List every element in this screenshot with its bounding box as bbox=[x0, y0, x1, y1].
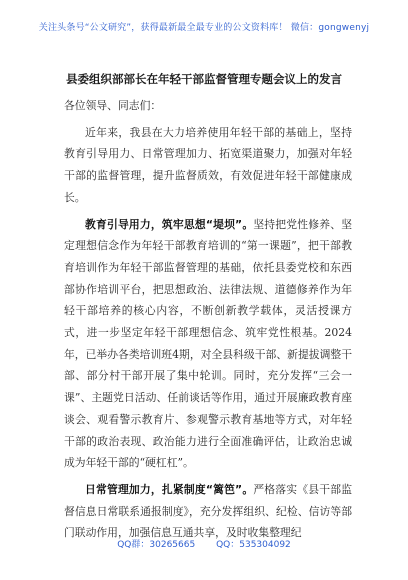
salutation: 各位领导、同志们： bbox=[64, 99, 162, 112]
footer-qq-group: QQ群：30265665 bbox=[117, 540, 196, 550]
footer-qq-number: QQ：535304092 bbox=[216, 540, 291, 550]
footer-contact bbox=[0, 537, 408, 550]
section-2-paragraph bbox=[64, 479, 352, 544]
section-1-heading: 教育引导用力，筑牢思想“堤坝”。 bbox=[85, 217, 254, 231]
header-banner: 关注头条号“公文研究”，获得最新最全最专业的公文资料库！ 微信：gongwenyj bbox=[38, 23, 370, 33]
document-body bbox=[64, 95, 352, 544]
section-2-heading: 日常管理加力，扎紧制度“篱笆”。 bbox=[85, 482, 254, 496]
intro-paragraph: 近年来，我县在大力培养使用年轻干部的基础上，坚持教育引导用力、日常管理加力、拓宽渠道聚力，加强对年轻干部的监督管理，提升监督质效，有效促进年轻干部健康成长。 bbox=[64, 125, 352, 204]
document-title: 县委组织部部长在年轻干部监督管理专题会议上的发言 bbox=[66, 72, 342, 86]
section-1-text: 坚持把党性修养、坚定理想信念作为年轻干部教育培训的“第一课题”，把干部教育培训作为年轻干部监督管理的基础，依托县委党校和东西部协作培训平台，把思想政治、法律法规、道德修养作为年轻干部培养的核心内容，不断创新教学载体，灵活授课方式，进一步坚定年轻干部理想信念、筑牢党性根基。2024年，已举办各类培训班4期，对全县科级干部、新提拔调整干部、部分村干部开展了集中轮训。同时，充分发挥“三会一课”、主题党日活动、任前谈话等作用，通过开展廉政教育座谈会、观看警示教育片、参观警示教育基地等方式，对年轻干部的政治表现、政治能力进行全面准确评估，让政治忠诚成为年轻干部的“硬杠杠”。 bbox=[64, 217, 352, 470]
section-1-paragraph bbox=[64, 214, 352, 474]
section-2-text: 严格落实《县干部监督信息日常联系通报制度》，充分发挥组织、纪检、信访等部门联动作用，加强信息互通共享，及时收集整理纪 bbox=[64, 482, 352, 540]
